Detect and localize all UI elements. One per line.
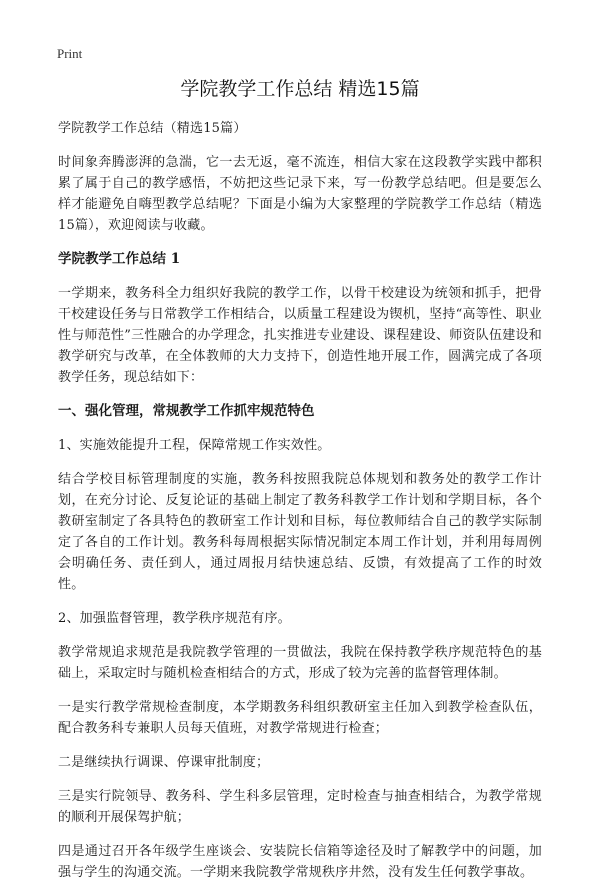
item-paragraph: 教学常规追求规范是我院教学管理的一贯做法，我院在保持教学秩序规范特色的基础上，采取定时与随机检查相结合的方式，形成了较为完善的监督管理体制。 <box>58 645 542 681</box>
intro-paragraph: 时间象奔腾澎湃的急湍，它一去无返，毫不流连，相信大家在这段教学实践中都积累了属于自己的教学感悟，不妨把这些记录下来，写一份教学总结吧。但是要怎么样才能避免自嗨型教学总结呢？下面是小编为大家整理的学院教学工作总结（精选15篇），欢迎阅读与收藏。 <box>58 155 542 233</box>
point-paragraph: 二是继续执行调课、停课审批制度； <box>58 755 270 770</box>
page-title: 学院教学工作总结 精选15篇 <box>180 78 420 100</box>
article-subtitle: 学院教学工作总结（精选15篇） <box>58 121 247 136</box>
section-paragraph: 一学期来，教务科全力组织好我院的教学工作，以骨干校建设为统领和抓手，把骨干校建设任务与日常教学工作相结合，以质量工程建设为锲机，坚持“高等性、职业性与师范性”三性融合的办学理念，扎实推进专业建设、课程建设、师资队伍建设和教学研究与改革，在全体教师的大力支持下，创造性地开展工作，圆满完成了各项教学任务，现总结如下： <box>58 286 542 385</box>
article-body <box>58 118 542 896</box>
section-heading: 学院教学工作总结 1 <box>58 251 181 267</box>
part-heading: 一、强化管理，常规教学工作抓牢规范特色 <box>58 403 315 419</box>
item-paragraph: 结合学校目标管理制度的实施，教务科按照我院总体规划和教务处的教学工作计划，在充分讨论、反复论证的基础上制定了教务科教学工作计划和学期目标，各个教研室制定了各具特色的教研室工作计划和目标，每位教师结合自己的教学实际制定了各自的工作计划。教务科每周根据实际情况制定本周工作计划，并利用每周例会明确任务、责任到人，通过周报月结快速总结、反馈，有效提高了工作的时效性。 <box>58 472 542 592</box>
point-paragraph: 四是通过召开各年级学生座谈会、安装院长信箱等途径及时了解教学中的问题，加强与学生的沟通交流。一学期来我院教学常规秩序井然，没有发生任何教学事故。 <box>58 844 542 880</box>
item-title: 2、加强监督管理，教学秩序规范有序。 <box>58 611 291 626</box>
point-paragraph: 三是实行院领导、教务科、学生科多层管理，定时检查与抽查相结合，为教学常规的顺利开展保驾护航； <box>58 789 542 825</box>
print-link[interactable]: Print <box>57 46 83 61</box>
point-paragraph: 一是实行教学常规检查制度，本学期教务科组织教研室主任加入到教学检查队伍，配合教务科专兼职人员每天值班，对教学常规进行检查； <box>58 700 542 736</box>
item-title: 1、实施效能提升工程，保障常规工作实效性。 <box>58 438 331 453</box>
